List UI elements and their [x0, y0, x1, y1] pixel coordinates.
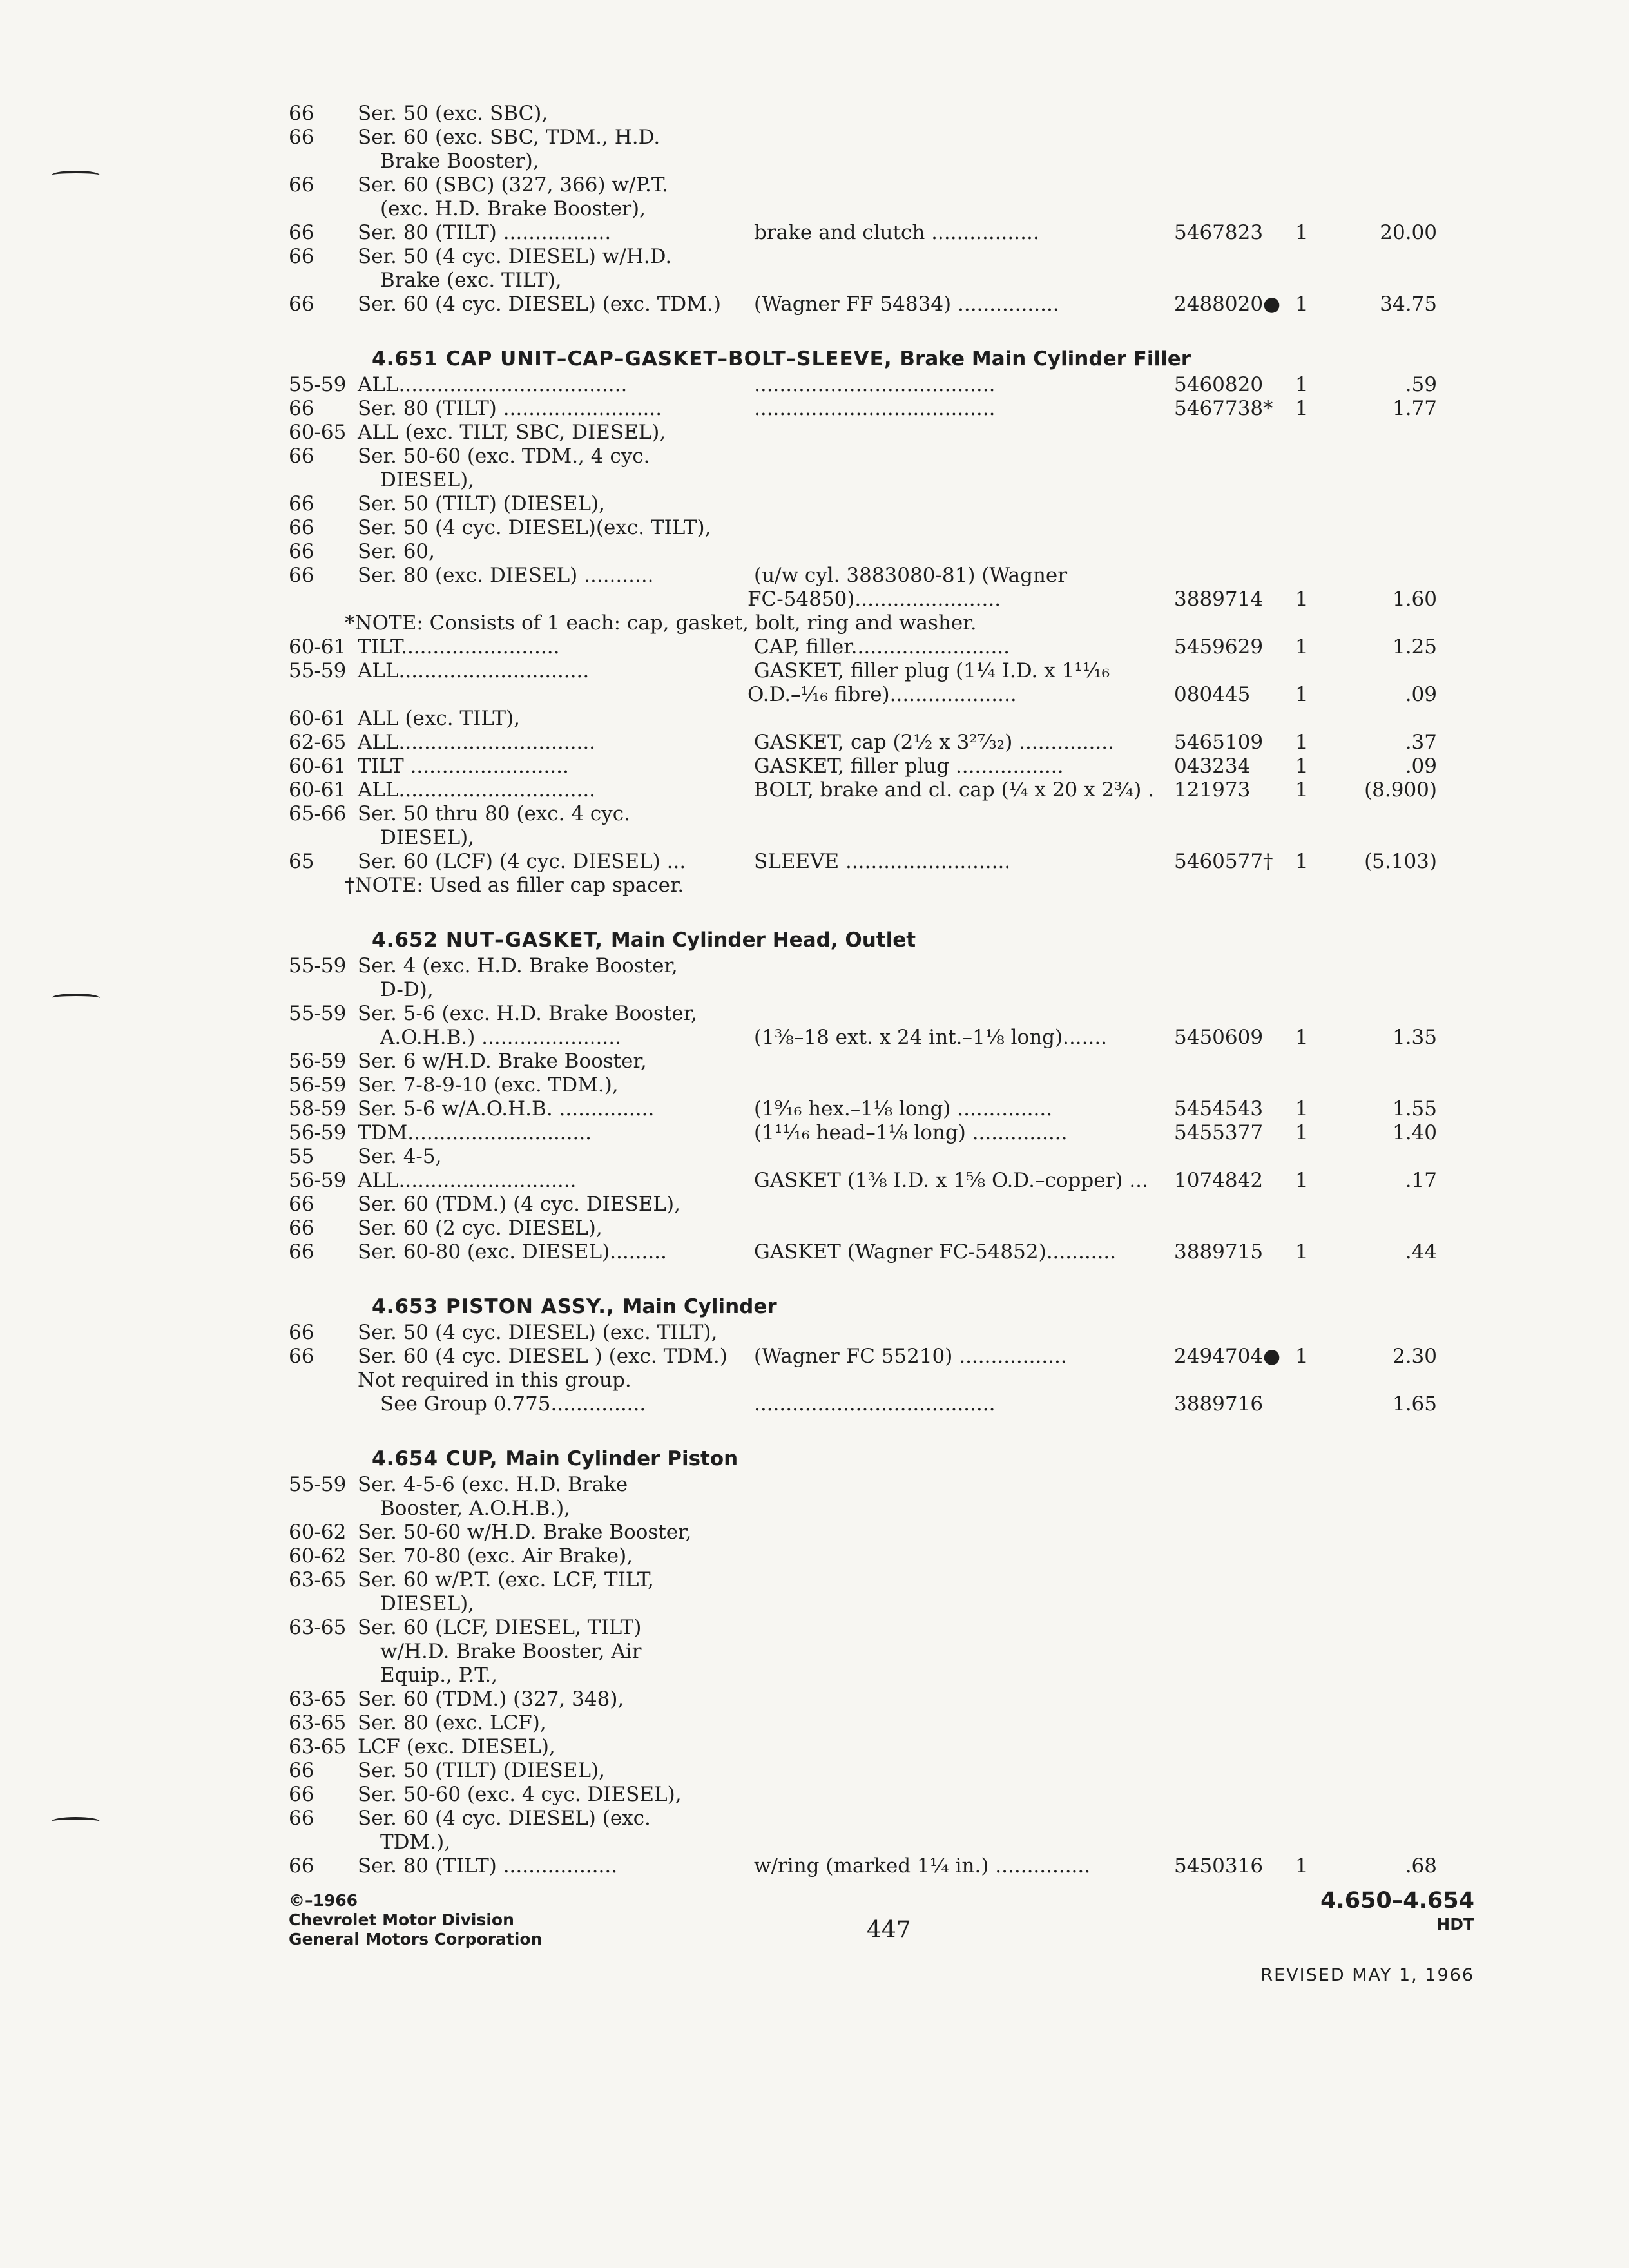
- model-year: 66: [289, 1854, 314, 1878]
- model-year: 66: [289, 1216, 314, 1240]
- part-description: GASKET (Wagner FC-54852)...........: [754, 1240, 1117, 1264]
- model-year: 66: [289, 1345, 314, 1368]
- model-application: TDM.............................: [358, 1121, 592, 1144]
- model-year: 66: [289, 540, 314, 563]
- model-year: 66: [289, 397, 314, 420]
- list-price: (5.103): [1364, 850, 1437, 873]
- margin-mark: [52, 171, 100, 180]
- list-price: (8.900): [1364, 778, 1437, 802]
- part-description: (u/w cyl. 3883080-81) (Wagner: [754, 564, 1068, 587]
- margin-mark: [52, 994, 100, 1003]
- model-year: 66: [289, 445, 314, 468]
- model-year: 60-62: [289, 1544, 347, 1568]
- part-description: BOLT, brake and cl. cap (¼ x 20 x 2¾) .: [754, 778, 1154, 802]
- model-application: Ser. 60 (4 cyc. DIESEL) (exc.: [358, 1807, 651, 1830]
- model-year: 63-65: [289, 1687, 347, 1711]
- model-application: w/H.D. Brake Booster, Air: [380, 1640, 642, 1663]
- part-description: (Wagner FF 54834) ................: [754, 293, 1059, 316]
- quantity: 1: [1295, 588, 1308, 611]
- part-description: brake and clutch .................: [754, 221, 1039, 244]
- part-number: 5450609: [1174, 1026, 1264, 1049]
- list-price: 1.60: [1392, 588, 1437, 611]
- group-subtitle: Main Cylinder: [622, 1295, 777, 1318]
- model-application: Ser. 80 (TILT) .........................: [358, 397, 662, 420]
- group-number: 4.653: [372, 1295, 439, 1318]
- model-application: ALL............................: [358, 1169, 577, 1192]
- model-year: 66: [289, 1759, 314, 1782]
- division: Chevrolet Motor Division: [289, 1910, 514, 1929]
- model-application: Ser. 50 thru 80 (exc. 4 cyc.: [358, 802, 631, 825]
- part-number: 5460820: [1174, 373, 1264, 396]
- part-description: (Wagner FC 55210) .................: [754, 1345, 1067, 1368]
- model-application: Ser. 50 (TILT) (DIESEL),: [358, 1759, 605, 1782]
- model-application: TILT .........................: [358, 754, 569, 778]
- list-price: 34.75: [1380, 293, 1437, 316]
- part-number: 5467738*: [1174, 397, 1273, 420]
- model-application: Ser. 50 (exc. SBC),: [358, 102, 548, 125]
- model-year: 66: [289, 221, 314, 244]
- model-year: 55-59: [289, 1473, 347, 1496]
- model-application: Ser. 5-6 (exc. H.D. Brake Booster,: [358, 1002, 697, 1025]
- model-application: Ser. 60 (LCF) (4 cyc. DIESEL) ...: [358, 850, 686, 873]
- model-application: Equip., P.T.,: [380, 1664, 498, 1687]
- part-description: FC-54850).......................: [747, 588, 1001, 611]
- group-title: NUT–GASKET,: [445, 928, 604, 952]
- list-price: .68: [1405, 1854, 1437, 1878]
- part-number: 2494704●: [1174, 1345, 1281, 1368]
- model-year: 66: [289, 1807, 314, 1830]
- group-subtitle: Brake Main Cylinder Filler: [900, 347, 1191, 370]
- revised-date: REVISED MAY 1, 1966: [1260, 1965, 1474, 1985]
- model-application: ALL...............................: [358, 778, 596, 802]
- model-application: DIESEL),: [380, 468, 475, 492]
- model-application: Ser. 60 (SBC) (327, 366) w/P.T.: [358, 173, 668, 197]
- model-year: 63-65: [289, 1735, 347, 1758]
- model-application: Not required in this group.: [358, 1369, 631, 1392]
- model-application: ALL....................................: [358, 373, 628, 396]
- model-year: 60-61: [289, 635, 347, 658]
- part-number: 3889715: [1174, 1240, 1264, 1264]
- model-application: Ser. 60 w/P.T. (exc. LCF, TILT,: [358, 1568, 654, 1591]
- quantity: 1: [1295, 1026, 1308, 1049]
- model-year: 55-59: [289, 659, 347, 682]
- model-application: Ser. 60 (4 cyc. DIESEL) (exc. TDM.): [358, 293, 721, 316]
- model-application: Ser. 80 (exc. LCF),: [358, 1711, 546, 1735]
- model-year: 60-62: [289, 1521, 347, 1544]
- group-title: PISTON ASSY.,: [445, 1295, 615, 1318]
- model-application: Ser. 5-6 w/A.O.H.B. ...............: [358, 1097, 655, 1120]
- group-number: 4.652: [372, 928, 439, 952]
- group-title: CUP,: [445, 1447, 498, 1470]
- note-text: *NOTE: Consists of 1 each: cap, gasket, bolt, ring and washer.: [345, 611, 977, 635]
- model-application: Ser. 60,: [358, 540, 436, 563]
- list-price: .17: [1405, 1169, 1437, 1192]
- model-application: Ser. 50 (4 cyc. DIESEL)(exc. TILT),: [358, 516, 711, 539]
- list-price: .44: [1405, 1240, 1437, 1264]
- part-description: GASKET, cap (2½ x 3²⁷⁄₃₂) ...............: [754, 731, 1114, 754]
- part-description: GASKET (1⅜ I.D. x 1⅝ O.D.–copper) ...: [754, 1169, 1148, 1192]
- model-application: Ser. 6 w/H.D. Brake Booster,: [358, 1050, 647, 1073]
- model-year: 62-65: [289, 731, 347, 754]
- model-year: 66: [289, 126, 314, 149]
- corporation: General Motors Corporation: [289, 1930, 543, 1948]
- quantity: 1: [1295, 778, 1308, 802]
- model-year: 66: [289, 173, 314, 197]
- list-price: 1.40: [1392, 1121, 1437, 1144]
- model-year: 63-65: [289, 1711, 347, 1735]
- part-number: 5454543: [1174, 1097, 1264, 1120]
- model-application: TDM.),: [380, 1831, 451, 1854]
- model-application: Brake (exc. TILT),: [380, 269, 562, 292]
- model-application: Ser. 50-60 w/H.D. Brake Booster,: [358, 1521, 692, 1544]
- model-year: 63-65: [289, 1616, 347, 1639]
- part-description: GASKET, filler plug (1¼ I.D. x 1¹¹⁄₁₆: [754, 659, 1110, 682]
- model-year: 66: [289, 1321, 314, 1344]
- quantity: 1: [1295, 397, 1308, 420]
- section-heading: [372, 1295, 777, 1318]
- model-application: Ser. 60 (LCF, DIESEL, TILT): [358, 1616, 642, 1639]
- model-application: TILT.........................: [358, 635, 560, 658]
- model-year: 55-59: [289, 373, 347, 396]
- quantity: 1: [1295, 1345, 1308, 1368]
- model-application: Ser. 80 (TILT) ..................: [358, 1854, 618, 1878]
- model-application: (exc. H.D. Brake Booster),: [380, 197, 646, 220]
- quantity: 1: [1295, 683, 1308, 706]
- model-application: ALL...............................: [358, 731, 596, 754]
- list-price: 1.25: [1392, 635, 1437, 658]
- model-application: Ser. 60 (TDM.) (4 cyc. DIESEL),: [358, 1193, 680, 1216]
- part-description: (1⅜–18 ext. x 24 int.–1⅛ long).......: [754, 1026, 1108, 1049]
- part-description: GASKET, filler plug .................: [754, 754, 1064, 778]
- model-application: Ser. 80 (exc. DIESEL) ...........: [358, 564, 654, 587]
- part-number: 1074842: [1174, 1169, 1264, 1192]
- model-application: LCF (exc. DIESEL),: [358, 1735, 555, 1758]
- model-application: Booster, A.O.H.B.),: [380, 1497, 571, 1520]
- model-year: 60-61: [289, 707, 347, 730]
- quantity: 1: [1295, 850, 1308, 873]
- model-application: ALL (exc. TILT, SBC, DIESEL),: [358, 421, 666, 444]
- part-description: w/ring (marked 1¼ in.) ...............: [754, 1854, 1091, 1878]
- list-price: .09: [1405, 754, 1437, 778]
- part-description: CAP, filler.........................: [754, 635, 1010, 658]
- quantity: 1: [1295, 293, 1308, 316]
- model-year: 66: [289, 564, 314, 587]
- part-number: 080445: [1174, 683, 1251, 706]
- part-number: 5450316: [1174, 1854, 1264, 1878]
- model-year: 55-59: [289, 954, 347, 977]
- model-application: Ser. 50 (TILT) (DIESEL),: [358, 492, 605, 515]
- part-number: 5467823: [1174, 221, 1264, 244]
- quantity: 1: [1295, 731, 1308, 754]
- model-application: Ser. 60 (exc. SBC, TDM., H.D.: [358, 126, 660, 149]
- list-price: .59: [1405, 373, 1437, 396]
- model-application: Ser. 50 (4 cyc. DIESEL) (exc. TILT),: [358, 1321, 718, 1344]
- model-year: 66: [289, 1783, 314, 1806]
- model-year: 66: [289, 293, 314, 316]
- section-heading: [372, 928, 916, 952]
- model-application: Ser. 50 (4 cyc. DIESEL) w/H.D.: [358, 245, 672, 268]
- section-heading: [372, 347, 1191, 370]
- group-range: 4.650–4.654: [1320, 1888, 1474, 1914]
- quantity: 1: [1295, 1854, 1308, 1878]
- model-year: 66: [289, 102, 314, 125]
- copyright-block: [289, 1891, 542, 1949]
- model-year: 58-59: [289, 1097, 347, 1120]
- model-application: D-D),: [380, 978, 434, 1001]
- part-number: 121973: [1174, 778, 1251, 802]
- part-description: (1¹¹⁄₁₆ head–1⅛ long) ...............: [754, 1121, 1068, 1144]
- model-year: 65-66: [289, 802, 347, 825]
- model-application: See Group 0.775...............: [380, 1392, 646, 1416]
- part-number: 5455377: [1174, 1121, 1264, 1144]
- model-application: Ser. 60 (TDM.) (327, 348),: [358, 1687, 624, 1711]
- model-year: 65: [289, 850, 314, 873]
- group-number: 4.651: [372, 347, 439, 370]
- model-year: 66: [289, 1193, 314, 1216]
- model-year: 66: [289, 245, 314, 268]
- group-subtitle: Main Cylinder Piston: [505, 1447, 738, 1470]
- quantity: 1: [1295, 1169, 1308, 1192]
- model-application: Ser. 60 (2 cyc. DIESEL),: [358, 1216, 602, 1240]
- model-application: Ser. 4-5,: [358, 1145, 442, 1168]
- model-year: 66: [289, 492, 314, 515]
- list-price: .09: [1405, 683, 1437, 706]
- copyright: ©–1966: [289, 1891, 358, 1910]
- model-application: Brake Booster),: [380, 149, 539, 173]
- page-number: 447: [867, 1917, 911, 1943]
- model-year: 56-59: [289, 1050, 347, 1073]
- model-year: 56-59: [289, 1121, 347, 1144]
- quantity: 1: [1295, 1121, 1308, 1144]
- part-number: 3889716: [1174, 1392, 1264, 1416]
- model-application: ALL (exc. TILT),: [358, 707, 521, 730]
- model-application: DIESEL),: [380, 826, 475, 849]
- model-application: Ser. 60-80 (exc. DIESEL).........: [358, 1240, 667, 1264]
- part-number: 2488020●: [1174, 293, 1281, 316]
- part-description: ......................................: [754, 1392, 996, 1416]
- quantity: 1: [1295, 635, 1308, 658]
- quantity: 1: [1295, 1097, 1308, 1120]
- model-year: 60-65: [289, 421, 347, 444]
- margin-mark: [52, 1817, 100, 1826]
- series-code: HDT: [1436, 1915, 1474, 1934]
- model-application: Ser. 4 (exc. H.D. Brake Booster,: [358, 954, 678, 977]
- part-number: 043234: [1174, 754, 1251, 778]
- model-year: 66: [289, 1240, 314, 1264]
- model-application: Ser. 80 (TILT) .................: [358, 221, 612, 244]
- part-number: 3889714: [1174, 588, 1264, 611]
- model-year: 56-59: [289, 1169, 347, 1192]
- model-application: Ser. 50-60 (exc. TDM., 4 cyc.: [358, 445, 650, 468]
- group-subtitle: Main Cylinder Head, Outlet: [610, 928, 916, 952]
- group-title: CAP UNIT–CAP–GASKET–BOLT–SLEEVE,: [445, 347, 892, 370]
- quantity: 1: [1295, 754, 1308, 778]
- model-year: 60-61: [289, 778, 347, 802]
- model-application: Ser. 70-80 (exc. Air Brake),: [358, 1544, 633, 1568]
- model-application: ALL..............................: [358, 659, 590, 682]
- list-price: 1.35: [1392, 1026, 1437, 1049]
- part-description: ......................................: [754, 373, 996, 396]
- list-price: 2.30: [1392, 1345, 1437, 1368]
- section-heading: [372, 1447, 738, 1470]
- quantity: 1: [1295, 373, 1308, 396]
- model-year: 60-61: [289, 754, 347, 778]
- part-number: 5459629: [1174, 635, 1264, 658]
- list-price: 1.77: [1392, 397, 1437, 420]
- part-number: 5460577†: [1174, 850, 1273, 873]
- model-application: DIESEL),: [380, 1592, 475, 1615]
- model-year: 66: [289, 516, 314, 539]
- model-year: 55-59: [289, 1002, 347, 1025]
- model-application: Ser. 7-8-9-10 (exc. TDM.),: [358, 1073, 619, 1097]
- part-description: O.D.–¹⁄₁₆ fibre)....................: [747, 683, 1017, 706]
- model-application: Ser. 4-5-6 (exc. H.D. Brake: [358, 1473, 628, 1496]
- list-price: 20.00: [1380, 221, 1437, 244]
- model-application: Ser. 60 (4 cyc. DIESEL ) (exc. TDM.): [358, 1345, 728, 1368]
- model-year: 56-59: [289, 1073, 347, 1097]
- model-year: 55: [289, 1145, 314, 1168]
- list-price: 1.65: [1392, 1392, 1437, 1416]
- part-description: (1⁹⁄₁₆ hex.–1⅛ long) ...............: [754, 1097, 1053, 1120]
- part-description: ......................................: [754, 397, 996, 420]
- quantity: 1: [1295, 221, 1308, 244]
- group-number: 4.654: [372, 1447, 439, 1470]
- model-application: Ser. 50-60 (exc. 4 cyc. DIESEL),: [358, 1783, 682, 1806]
- quantity: 1: [1295, 1240, 1308, 1264]
- model-application: A.O.H.B.) ......................: [380, 1026, 621, 1049]
- part-description: SLEEVE ..........................: [754, 850, 1011, 873]
- list-price: .37: [1405, 731, 1437, 754]
- note-text: †NOTE: Used as filler cap spacer.: [345, 874, 684, 897]
- model-year: 63-65: [289, 1568, 347, 1591]
- list-price: 1.55: [1392, 1097, 1437, 1120]
- part-number: 5465109: [1174, 731, 1264, 754]
